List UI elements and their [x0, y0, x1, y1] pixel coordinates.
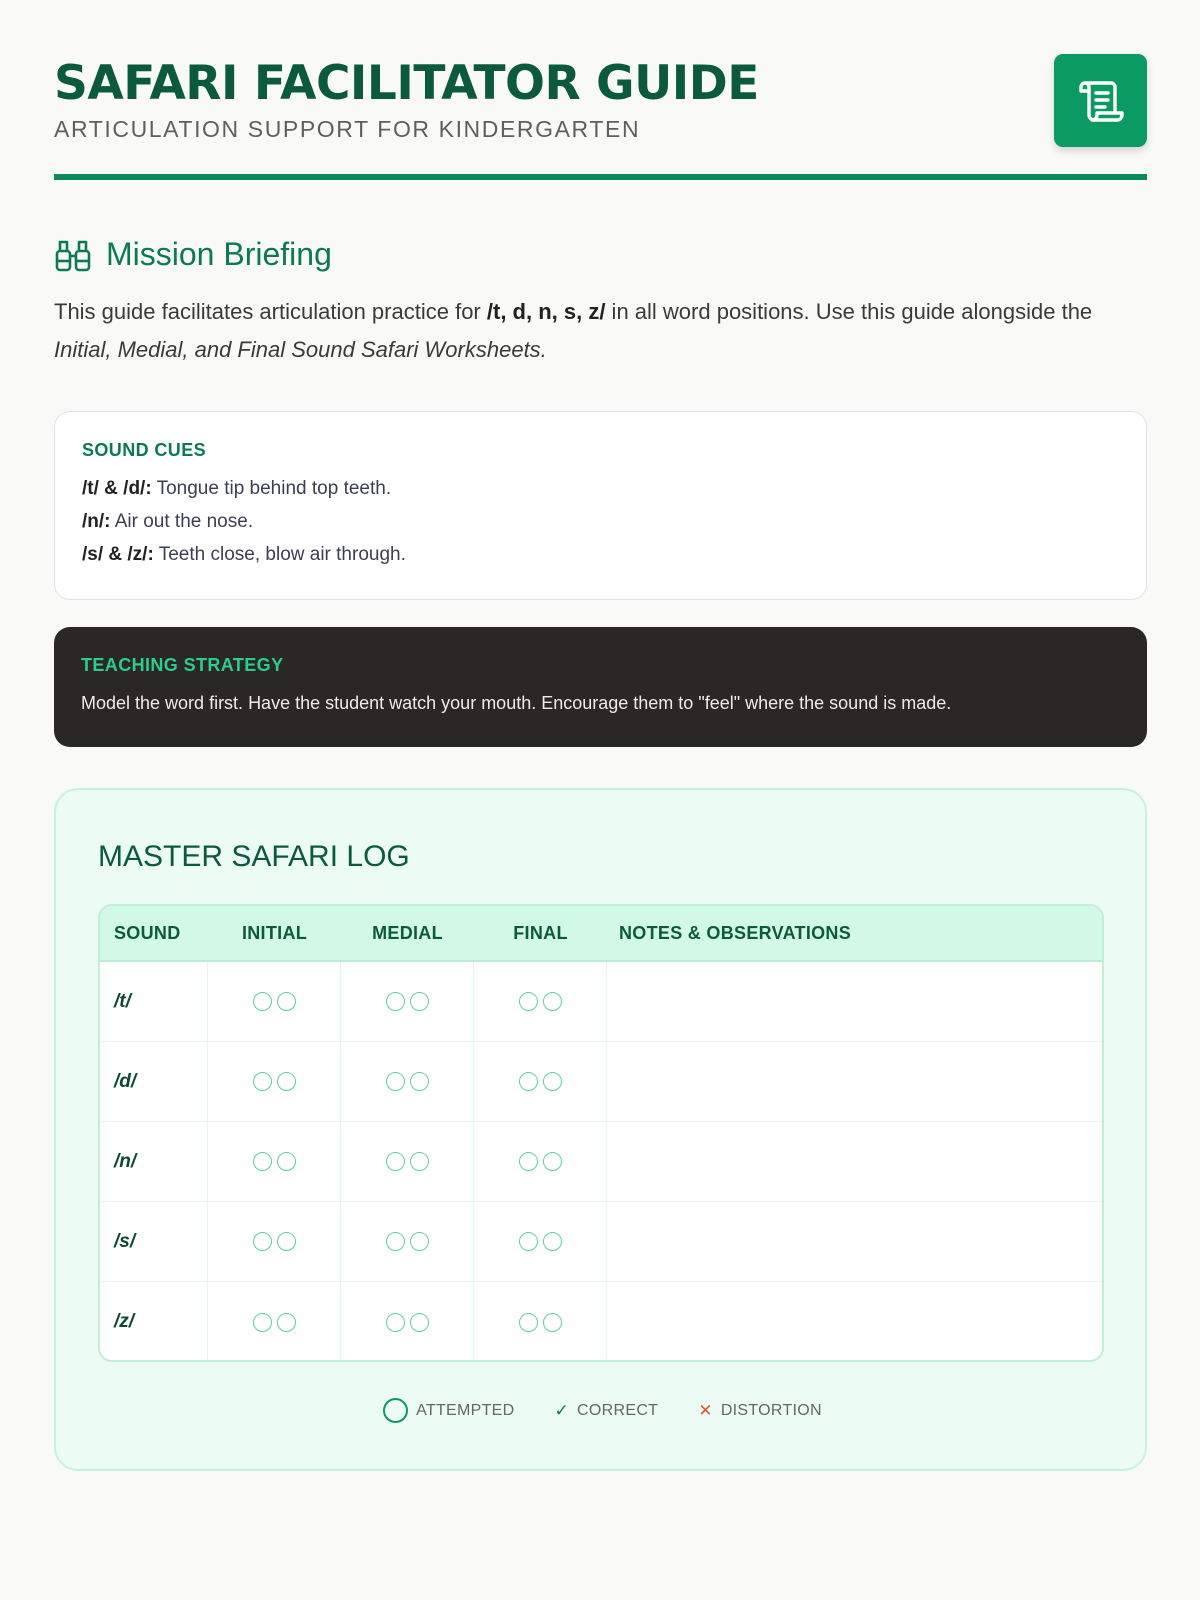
trial-circles — [386, 1232, 429, 1251]
row-sound: /d/ — [100, 1042, 208, 1121]
mission-heading — [54, 236, 332, 273]
notes-cell[interactable] — [607, 1122, 1102, 1201]
mission-title: Mission Briefing — [106, 236, 332, 272]
sound-cues-card — [54, 411, 1147, 600]
logo — [1054, 54, 1147, 147]
trial-circles — [253, 992, 296, 1011]
trial-circle[interactable] — [277, 992, 296, 1011]
strategy-label: TEACHING STRATEGY — [81, 655, 284, 675]
page-subtitle: ARTICULATION SUPPORT FOR KINDERGARTEN — [54, 116, 641, 142]
log-table — [98, 904, 1104, 1362]
mission-text — [54, 293, 1147, 369]
cue-item — [82, 477, 1119, 501]
mission-worksheets: Initial, Medial, and Final Sound Safari Worksheets. — [54, 337, 547, 362]
master-safari-log — [54, 788, 1147, 1471]
cell-final — [474, 962, 607, 1041]
trial-circle[interactable] — [410, 992, 429, 1011]
log-title: MASTER SAFARI LOG — [98, 840, 410, 873]
cell-medial — [341, 1122, 474, 1201]
trial-circles — [519, 1072, 562, 1091]
notes-cell[interactable] — [607, 1202, 1102, 1281]
mission-sounds: /t, d, n, s, z/ — [486, 299, 606, 324]
notes-cell[interactable] — [607, 962, 1102, 1041]
trial-circles — [253, 1152, 296, 1171]
legend — [56, 1398, 1149, 1423]
cell-final — [474, 1042, 607, 1121]
trial-circles — [253, 1072, 296, 1091]
page — [54, 0, 1147, 1420]
cue-text: Air out the nose. — [110, 511, 254, 532]
row-sound: /z/ — [100, 1282, 208, 1362]
cue-sound: /t/ & /d/: — [82, 478, 152, 499]
cell-initial — [208, 1122, 341, 1201]
scroll-icon — [1075, 75, 1127, 127]
legend-distortion — [698, 1401, 822, 1421]
cell-medial — [341, 1042, 474, 1121]
trial-circle[interactable] — [253, 992, 272, 1011]
trial-circle[interactable] — [543, 1232, 562, 1251]
legend-distortion-label: DISTORTION — [720, 1401, 822, 1419]
table-header — [100, 906, 1102, 962]
trial-circle[interactable] — [410, 1072, 429, 1091]
trial-circle[interactable] — [410, 1152, 429, 1171]
header-final: FINAL — [513, 922, 568, 943]
cell-final — [474, 1282, 607, 1362]
trial-circles — [386, 992, 429, 1011]
cell-medial — [341, 962, 474, 1041]
checkmark-icon: ✓ — [554, 1400, 570, 1420]
cell-medial — [341, 1282, 474, 1362]
trial-circles — [519, 1313, 562, 1332]
cell-initial — [208, 962, 341, 1041]
table-row — [100, 1282, 1102, 1362]
header-divider — [54, 174, 1147, 180]
trial-circle[interactable] — [543, 1313, 562, 1332]
cell-initial — [208, 1202, 341, 1281]
binoculars-icon — [54, 237, 92, 273]
notes-cell[interactable] — [607, 1042, 1102, 1121]
row-sound: /n/ — [100, 1122, 208, 1201]
cue-sound: /n/: — [82, 511, 111, 532]
trial-circles — [519, 992, 562, 1011]
circle-icon — [383, 1398, 408, 1423]
mission-text-start: This guide facilitates articulation practice for — [54, 299, 487, 324]
trial-circle[interactable] — [386, 1072, 405, 1091]
cue-text: Teeth close, blow air through. — [153, 544, 406, 565]
trial-circles — [386, 1072, 429, 1091]
cell-final — [474, 1202, 607, 1281]
trial-circles — [386, 1152, 429, 1171]
legend-attempted-label: ATTEMPTED — [416, 1401, 515, 1419]
trial-circles — [386, 1313, 429, 1332]
trial-circle[interactable] — [253, 1232, 272, 1251]
x-mark-icon: ✕ — [698, 1400, 713, 1420]
row-sound: /s/ — [100, 1202, 208, 1281]
notes-cell[interactable] — [607, 1282, 1102, 1362]
cue-item — [82, 510, 1119, 534]
header-medial: MEDIAL — [372, 922, 443, 943]
cue-item — [82, 543, 1119, 567]
trial-circle[interactable] — [277, 1152, 296, 1171]
trial-circle[interactable] — [543, 992, 562, 1011]
trial-circle[interactable] — [519, 1152, 538, 1171]
trial-circle[interactable] — [519, 1072, 538, 1091]
trial-circle[interactable] — [519, 992, 538, 1011]
cell-initial — [208, 1282, 341, 1362]
trial-circle[interactable] — [519, 1313, 538, 1332]
cue-sound: /s/ & /z/: — [82, 544, 154, 565]
table-row — [100, 962, 1102, 1042]
trial-circles — [519, 1232, 562, 1251]
header — [54, 0, 1147, 180]
cell-final — [474, 1122, 607, 1201]
trial-circle[interactable] — [386, 992, 405, 1011]
trial-circle[interactable] — [277, 1232, 296, 1251]
trial-circles — [519, 1152, 562, 1171]
cue-text: Tongue tip behind top teeth. — [151, 478, 392, 499]
trial-circle[interactable] — [277, 1072, 296, 1091]
table-row — [100, 1202, 1102, 1282]
trial-circle[interactable] — [410, 1313, 429, 1332]
table-row — [100, 1122, 1102, 1202]
trial-circles — [253, 1313, 296, 1332]
trial-circle[interactable] — [277, 1313, 296, 1332]
legend-attempted — [383, 1398, 514, 1423]
trial-circles — [253, 1232, 296, 1251]
trial-circle[interactable] — [543, 1152, 562, 1171]
trial-circle[interactable] — [253, 1313, 272, 1332]
table-body — [100, 962, 1102, 1362]
trial-circle[interactable] — [543, 1072, 562, 1091]
sound-cues-label: SOUND CUES — [82, 440, 207, 460]
header-initial: INITIAL — [241, 922, 308, 943]
legend-correct — [555, 1401, 659, 1421]
teaching-strategy-card — [54, 627, 1147, 747]
trial-circle[interactable] — [386, 1232, 405, 1251]
strategy-text: Model the word first. Have the student watch your mouth. Encourage them to "feel" where the sound is made. — [81, 693, 952, 713]
mission-text-middle: in all word positions. Use this guide alongside the — [605, 299, 1093, 324]
row-sound: /t/ — [100, 962, 208, 1041]
trial-circle[interactable] — [519, 1232, 538, 1251]
cell-medial — [341, 1202, 474, 1281]
trial-circle[interactable] — [253, 1152, 272, 1171]
trial-circle[interactable] — [410, 1232, 429, 1251]
header-notes: NOTES & OBSERVATIONS — [619, 922, 852, 943]
page-title: SAFARI FACILITATOR GUIDE — [54, 56, 759, 111]
cell-initial — [208, 1042, 341, 1121]
table-row — [100, 1042, 1102, 1122]
legend-correct-label: CORRECT — [577, 1401, 659, 1419]
trial-circle[interactable] — [253, 1072, 272, 1091]
trial-circle[interactable] — [386, 1152, 405, 1171]
header-sound: SOUND — [114, 922, 181, 943]
trial-circle[interactable] — [386, 1313, 405, 1332]
